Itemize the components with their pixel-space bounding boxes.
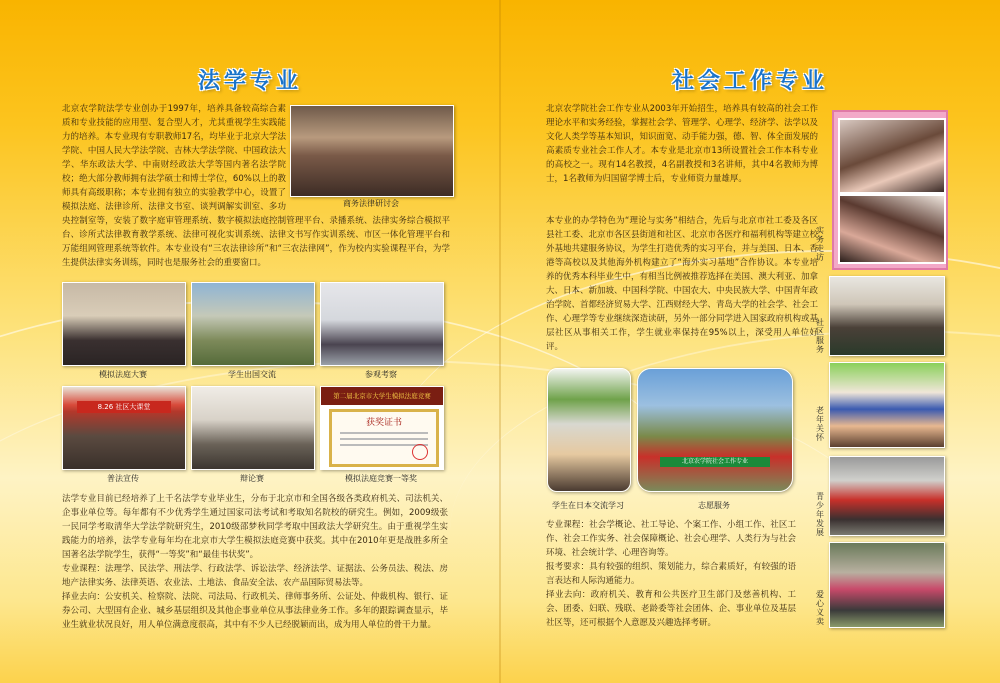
caption-japan-exchange: 学生在日本交流学习 bbox=[552, 501, 624, 510]
vertical-caption-community-service: 社区服务 bbox=[816, 318, 824, 354]
social-work-features-paragraph: 本专业的办学特色为“理论与实务”相结合，先后与北京市社工委及各区县社工委、北京市各区县街道和社区、北京市各医疗和福利机构等建立校外基地共建服务协议，为学生打造优秀的实习平台，并与美国、日本、香港等高校以及其他海外机构建立了“海外实习基地”合作协议。本专业培养的优秀本科毕业生中，有相当比例被推荐选择在美国、澳大利亚、加拿大、日本、新加坡、中国科学院、中国农大、中央民族大学、中国青年政治学院、首都经济贸易大学、江西财经大学、青岛大学的社会学、社会工作、心理学等专业继续深造读研，另外一部分同学进入国家政府机构或基层社区从事相关工作，学生就业率保持在95%以上，深受用人单位好评。 bbox=[546, 216, 818, 352]
photo-japan-exchange bbox=[547, 368, 631, 492]
social-work-title: 社会工作专业 bbox=[672, 69, 829, 94]
collage-photo-top bbox=[838, 118, 946, 194]
caption-moot-court: 模拟法庭大赛 bbox=[99, 370, 147, 379]
caption-business-law-seminar: 商务法律研讨会 bbox=[343, 199, 399, 208]
certificate-frame bbox=[329, 409, 439, 467]
caption-debate: 辩论赛 bbox=[240, 474, 264, 483]
photo-charity-sale bbox=[829, 542, 945, 628]
caption-field-visit: 参观考察 bbox=[365, 370, 397, 379]
pink-photo-collage bbox=[832, 110, 948, 270]
caption-legal-outreach: 普法宣传 bbox=[107, 474, 139, 483]
photo-business-law-seminar bbox=[290, 105, 454, 197]
law-career-paragraph: 择业去向：公安机关、检察院、法院、司法局、行政机关、律师事务所、公证处、仲裁机构、银行、证券公司、大型国有企业、城乡基层组织及其他企事业单位从事法律业务工作。多年的跟踪调查显示，毕业生就业状况良好，用人单位满意度很高，其中有不少人已经脱颖而出，成为用人单位的骨干力量。 bbox=[62, 592, 448, 630]
vertical-caption-field-visits: 实务走访 bbox=[816, 226, 824, 262]
photo-moot-court bbox=[62, 282, 186, 366]
social-work-requirements-paragraph: 报考要求：具有较强的组织、策划能力，综合素质好，有较强的语言表达和人际沟通能力。 bbox=[546, 562, 796, 586]
certificate-line bbox=[340, 432, 428, 434]
caption-award-certificate: 模拟法庭竞赛一等奖 bbox=[345, 474, 417, 483]
photo-volunteer-service bbox=[637, 368, 793, 492]
certificate-line bbox=[340, 438, 428, 440]
caption-volunteer-service: 志愿服务 bbox=[698, 501, 730, 510]
photo-elderly-care bbox=[829, 362, 945, 448]
photo-student-exchange bbox=[191, 282, 315, 366]
law-intro-paragraph-b: 央控制室等，安装了数字庭审管理系统、数字模拟法庭控制管理平台、录播系统、法律实务综合模拟平台、诊所式法律教育教学系统、法律可视化实训系统、法律文书写作实训系统、市区一体化管理平台和万能组网管理系统等软件。本专业设有“三农法律诊所”和“三农法律网”，作为校内实验课程平台，为学生提供法律实务训练，同时也是服务社会的重要窗口。 bbox=[62, 216, 450, 268]
vertical-caption-elderly-care: 老年关怀 bbox=[816, 406, 824, 442]
vertical-caption-charity-sale: 爱心义卖 bbox=[816, 590, 824, 626]
photo-legal-outreach bbox=[62, 386, 186, 470]
social-work-intro-paragraph: 北京农学院社会工作专业从2003年开始招生，培养具有较高的社会工作理论水平和实务经验，掌握社会学、管理学、心理学、经济学、法学以及文化人类学等基本知识，知识面宽、动手能力强，德、智、体全面发展的高素质专业社会工作人才。本专业是北京市13所设置社会工作本科专业的高校之一。现有14名教授，4名副教授和3名讲师，其中4名教师为博士，1名教师为归国留学博士后，专业师资力量雄厚。 bbox=[546, 104, 818, 184]
collage-photo-bottom bbox=[838, 194, 946, 264]
photo-award-certificate bbox=[320, 386, 444, 470]
law-major-title: 法学专业 bbox=[198, 69, 303, 94]
caption-student-exchange: 学生出国交流 bbox=[228, 370, 276, 379]
law-employment-paragraph: 法学专业目前已经培养了上千名法学专业毕业生，分布于北京市和全国各级各类政府机关、司法机关、企事业单位等。每年都有不少优秀学生通过国家司法考试和考取知名院校的研究生。例如，2009级张一民同学考取清华大学法学院研究生，2010级邵梦秋同学考取中国政法大学研究生。由于重视学生实践能力的培养，法学专业每年均在北京市大学生模拟法庭竞赛中获奖。其中在2010年更是战胜多所全国著名法学院学生，获得“一等奖”和“最佳书状奖”。 bbox=[62, 494, 448, 560]
photo-field-visit bbox=[320, 282, 444, 366]
vertical-caption-youth-development: 青少年发展 bbox=[816, 492, 824, 537]
photo-debate bbox=[191, 386, 315, 470]
law-courses-paragraph: 专业课程：法理学、民法学、刑法学、行政法学、诉讼法学、经济法学、证据法、公务员法、税法、房地产法律实务、法律英语、农业法、土地法、食品安全法、农产品国际贸易法等。 bbox=[62, 564, 448, 588]
volunteer-banner: 北京农学院社会工作专业 bbox=[660, 457, 770, 467]
law-intro-paragraph-a: 北京农学院法学专业创办于1997年，培养具备较高综合素质和专业技能的应用型、复合型人才，尤其重视学生实践能力的培养。本专业现有专职教师17名，均毕业于北京大学法学院、中国人民大学法学院、吉林大学法学院、中国政法大学、华东政法大学、中南财经政法大学等国内著名法学院校；绝大部分教师拥有法学硕士和博士学位，60%以上的教师具有高级职称；本专业拥有独立的实验教学中心，设置了模拟法庭、法律诊所、法律文书室、谈判调解实训室、多功 bbox=[62, 104, 286, 212]
certificate-heading: 获奖证书 bbox=[365, 418, 402, 428]
photo-youth-development bbox=[829, 456, 945, 536]
social-work-career-paragraph: 择业去向：政府机关、教育和公共医疗卫生部门及慈善机构、工会、团委、妇联、残联、老龄委等社会团体、企、事业单位及基层社区等，还可根据个人意愿及兴趣选择考研。 bbox=[546, 590, 796, 628]
social-work-courses-paragraph: 专业课程：社会学概论、社工导论、个案工作、小组工作、社区工作、社会工作实务、社会保障概论、社会心理学、人类行为与社会环境、社会统计学、心理咨询等。 bbox=[546, 520, 796, 558]
outreach-banner: 8.26 社区大课堂 bbox=[77, 401, 171, 413]
law-intro-continued bbox=[62, 214, 450, 270]
photo-community-service bbox=[829, 276, 945, 356]
page-spine bbox=[499, 0, 501, 683]
certificate-seal bbox=[412, 444, 428, 460]
award-banner: 第二届北京市大学生模拟法庭竞赛 bbox=[321, 387, 443, 405]
